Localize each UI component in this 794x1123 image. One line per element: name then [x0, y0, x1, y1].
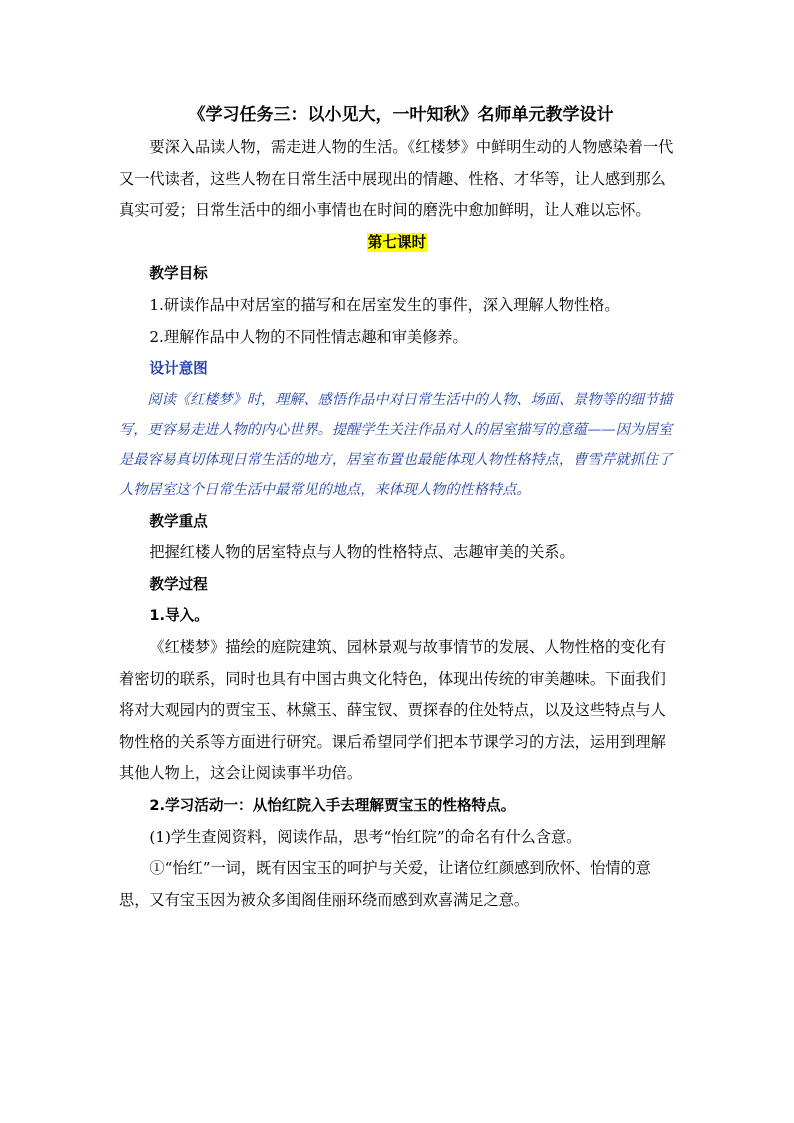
step1-heading-line — [119, 600, 675, 632]
step1-paragraph: 《红楼梦》描绘的庭院建筑、园林景观与故事情节的发展、人物性格的变化有着密切的联系，同时也具有中国古典文化特色，体现出传统的审美趣味。下面我们将对大观园内的贾宝玉、林黛玉、薛宝钗、贾探春的住处特点，以及这些特点与人物性格的关系等方面进行研究。课后希望同学们把本节课学习的方法，运用到理解其他人物上，这会让阅读事半功倍。 — [119, 637, 666, 783]
process-heading-line — [119, 569, 675, 601]
design-intent-heading: 设计意图 — [149, 360, 208, 378]
intro-paragraph: 要深入品读人物，需走进人物的生活。《红楼梦》中鲜明生动的人物感染着一代又一代读者，这些人物在日常生活中展现出的情趣、性格、才华等，让人感到那么真实可爱；日常生活中的细小事情也在时间的磨洗中愈加鲜明，让人难以忘怀。 — [119, 138, 674, 220]
objective-item: 1.研读作品中对居室的描写和在居室发生的事件，深入理解人物性格。 — [149, 295, 620, 314]
lesson-label: 第七课时 — [367, 233, 427, 251]
document-page — [119, 98, 675, 916]
objectives-heading: 教学目标 — [149, 265, 208, 283]
step2-heading: 2.学习活动一：从怡红院入手去理解贾宝玉的性格特点。 — [149, 796, 516, 814]
objective-item: 2.理解作品中人物的不同性情志趣和审美修养。 — [149, 327, 468, 346]
key-point-paragraph: 把握红楼人物的居室特点与人物的性格特点、志趣审美的关系。 — [149, 543, 575, 562]
objectives-heading-line — [119, 258, 675, 290]
document-title: 《学习任务三：以小见大，一叶知秋》名师单元教学设计 — [188, 105, 614, 125]
step2-heading-line — [119, 790, 675, 822]
key-point-heading: 教学重点 — [149, 512, 208, 530]
step2-answer: ①“怡红”一词，既有因宝玉的呵护与关爱，让诸位红颜感到欣怀、怡情的意思，又有宝玉因为被众多闺阁佳丽环绕而感到欢喜满足之意。 — [119, 859, 651, 909]
step2-question: (1)学生查阅资料，阅读作品，思考“怡红院”的命名有什么含意。 — [149, 827, 582, 846]
process-heading: 教学过程 — [149, 575, 208, 593]
design-intent-heading-line — [119, 353, 675, 385]
step1-heading: 1.导入。 — [149, 607, 209, 625]
design-intent-paragraph: 阅读《红楼梦》时，理解、感悟作品中对日常生活中的人物、场面、景物等的细节描写，更容易走进人物的内心世界。提醒学生关注作品对人的居室描写的意蕴——因为居室是最容易真切体现日常生活的地方，居室布置也最能体现人物性格特点，曹雪芹就抓住了人物居室这个日常生活中最常见的地点，来体现人物的性格特点。 — [119, 391, 673, 499]
lesson-label-line — [119, 227, 675, 259]
key-point-heading-line — [119, 506, 675, 538]
